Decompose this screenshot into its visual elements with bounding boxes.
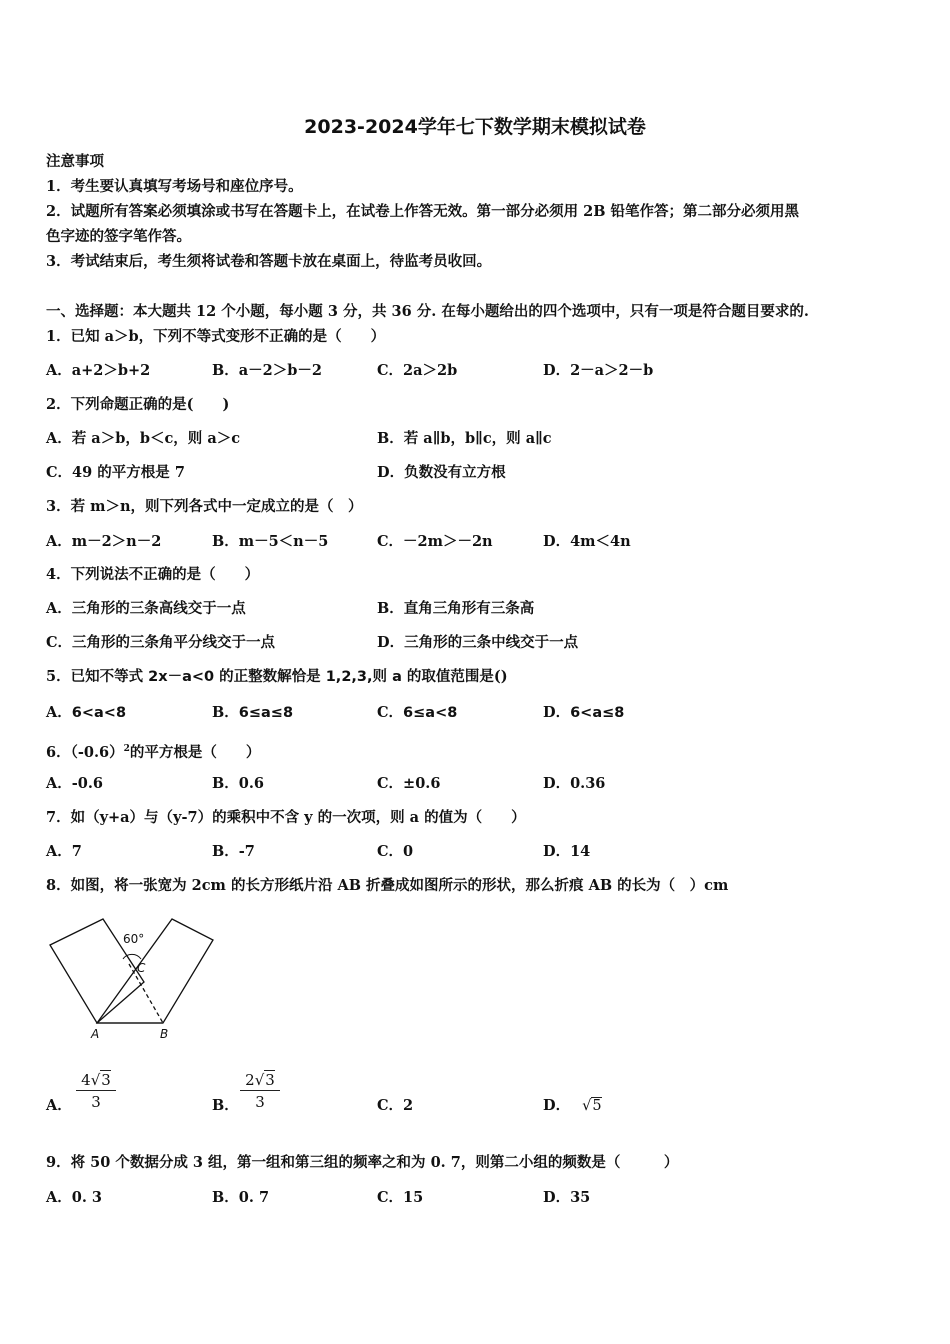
question-stem: 3．若 m＞n，则下列各式中一定成立的是（ ） — [46, 498, 363, 515]
option-d: D．三角形的三条中线交于一点 — [377, 634, 579, 651]
option-d: D．2－a＞2－b — [543, 362, 654, 379]
option-b: B．直角三角形有三条高 — [377, 600, 535, 617]
option-d: D．0.36 — [543, 775, 606, 792]
option-a: A． — [46, 1097, 72, 1114]
notice-item: 2．试题所有答案必须填涂或书写在答题卡上，在试卷上作答无效。第一部分必须用 2B 铅笔作答；第二部分必须用黑 — [46, 203, 800, 220]
option-c: C．－2m＞－2n — [377, 533, 493, 550]
option-d: D．14 — [543, 843, 591, 860]
option-c: C．0 — [377, 843, 414, 860]
stem-math: 2x－a<0 — [148, 669, 215, 685]
option-a: A．m－2＞n－2 — [46, 533, 162, 550]
stem-mid2: 则 — [372, 668, 393, 685]
option-b: B．若 a∥b，b∥c，则 a∥c — [377, 430, 552, 447]
notice-item: 1．考生要认真填写考场号和座位序号。 — [46, 178, 303, 195]
page-title: 2023-2024学年七下数学期末模拟试卷 — [304, 116, 646, 138]
question-stem: 8．如图，将一张宽为 2cm 的长方形纸片沿 AB 折叠成如图所示的形状，那么折痕 AB 的长为（ ）cm — [46, 877, 729, 894]
option-c: C．2 — [377, 1097, 414, 1114]
option-d: D．4m＜4n — [543, 533, 631, 550]
fraction-a: $\frac{4√3}{3}$ — [76, 1071, 116, 1111]
option-c: C．6≤a<8 — [377, 704, 458, 721]
point-c-label: C — [137, 961, 146, 975]
question-stem: 1．已知 a＞b，下列不等式变形不正确的是（ ） — [46, 328, 386, 345]
option-c: C．2a＞2b — [377, 362, 458, 379]
question-stem — [46, 667, 508, 687]
stem-suffix: 的取值范围是() — [401, 668, 508, 685]
stem-a: a — [392, 669, 402, 685]
point-a-label: A — [91, 1027, 100, 1041]
option-a: A．a+2＞b+2 — [46, 362, 151, 379]
option-a: A．-0.6 — [46, 775, 103, 792]
option-a: A．7 — [46, 843, 82, 860]
option-c: C．三角形的三条角平分线交于一点 — [46, 634, 276, 651]
option-b: B．m－5＜n－5 — [212, 533, 329, 550]
option-d: D．35 — [543, 1189, 591, 1206]
question-stem: 9．将 50 个数据分成 3 组，第一组和第三组的频率之和为 0. 7，则第二小组的频数是（ ） — [46, 1154, 679, 1171]
question-stem: 6．$(-0.6)^2$的平方根是（ ） — [46, 743, 261, 761]
question-stem: 4．下列说法不正确的是（ ） — [46, 566, 260, 583]
option-a: A．若 a＞b，b＜c，则 a＞c — [46, 430, 241, 447]
notice-heading: 注意事项 — [46, 153, 104, 170]
option-c: C．15 — [377, 1189, 424, 1206]
option-d: D． √5 — [543, 1097, 602, 1114]
stem-nums: 1,2,3, — [325, 669, 373, 685]
question-stem: 2．下列命题正确的是( ) — [46, 396, 230, 413]
option-c: C．±0.6 — [377, 775, 441, 792]
notice-item: 3．考试结束后，考生须将试卷和答题卡放在桌面上，待监考员收回。 — [46, 253, 492, 270]
option-d: D．6<a≤8 — [543, 704, 625, 721]
option-a: A．6<a<8 — [46, 704, 127, 721]
fraction-b: $\frac{2√3}{3}$ — [240, 1071, 280, 1111]
fold-dashed-line — [129, 964, 163, 1023]
option-b: B．0. 7 — [212, 1189, 270, 1206]
notice-item: 色字迹的签字笔作答。 — [46, 228, 191, 245]
folded-paper-figure — [46, 912, 218, 1042]
option-a: A．0. 3 — [46, 1189, 103, 1206]
angle-label: 60° — [123, 932, 145, 946]
option-c: C．49 的平方根是 7 — [46, 464, 185, 481]
section-heading: 一、选择题：本大题共 12 个小题，每小题 3 分，共 36 分. 在每小题给出的四个选项中，只有一项是符合题目要求的. — [46, 303, 809, 320]
question-stem: 7．如（y+a）与（y-7）的乘积中不含 y 的一次项，则 a 的值为（ ） — [46, 809, 526, 826]
option-b: B． — [212, 1097, 239, 1114]
stem-mid: 的正整数解恰是 — [214, 668, 326, 685]
option-b: B．6≤a≤8 — [212, 704, 294, 721]
option-d: D．负数没有立方根 — [377, 464, 506, 481]
point-b-label: B — [160, 1027, 169, 1041]
option-b: B．a－2＞b－2 — [212, 362, 322, 379]
option-b: B．-7 — [212, 843, 255, 860]
option-a: A．三角形的三条高线交于一点 — [46, 600, 246, 617]
option-b: B．0.6 — [212, 775, 264, 792]
stem-prefix: 5．已知不等式 — [46, 668, 149, 685]
